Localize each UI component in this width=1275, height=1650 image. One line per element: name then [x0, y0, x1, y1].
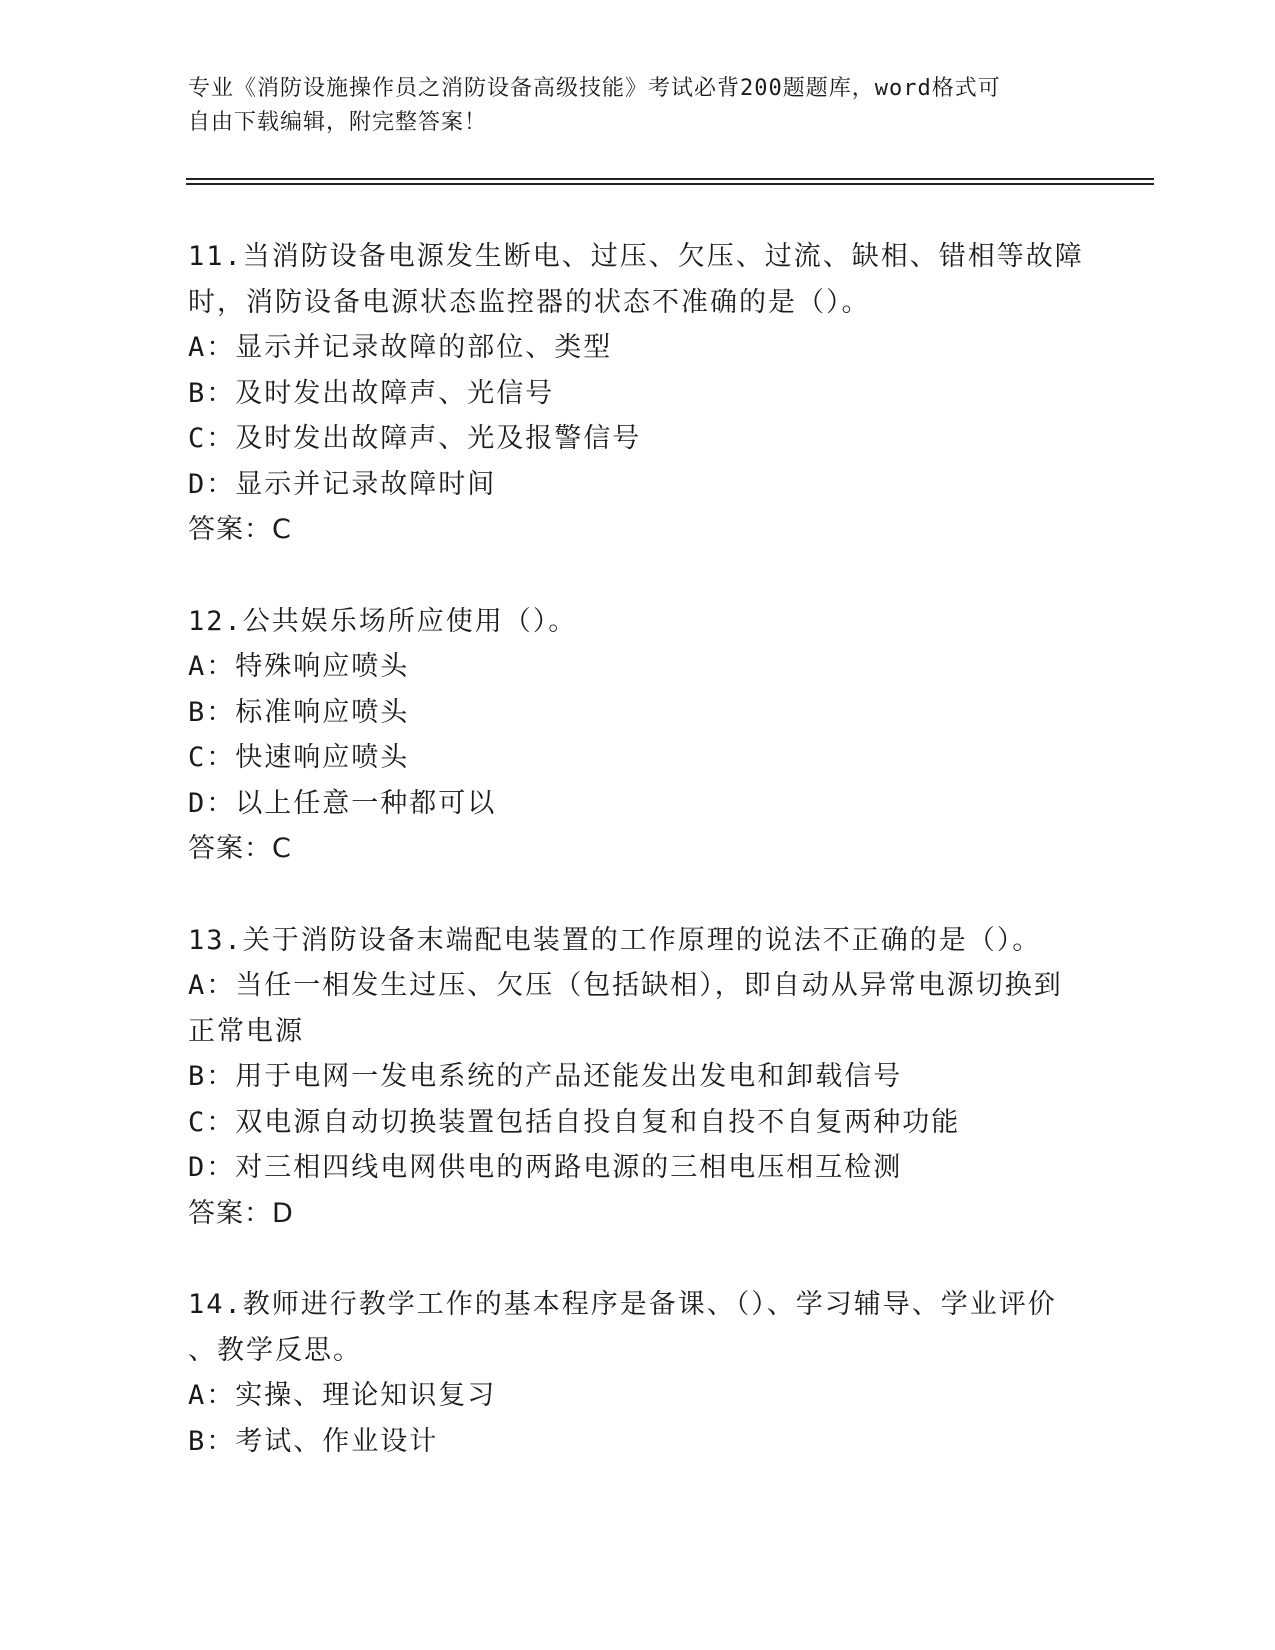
option-c: C：快速响应喷头	[188, 742, 410, 773]
question-text: 13.关于消防设备末端配电装置的工作原理的说法不正确的是（）。	[188, 924, 1042, 956]
header-line-1: 专业《消防设施操作员之消防设备高级技能》考试必背200题题库，word格式可	[188, 76, 1001, 101]
header-divider-top	[186, 178, 1154, 180]
option-b: B：标准响应喷头	[188, 696, 410, 728]
answer: 答案：D	[188, 1197, 294, 1229]
answer: 答案：C	[188, 514, 292, 545]
answer: 答案：C	[188, 833, 292, 864]
option-a: A：实操、理论知识复习	[188, 1380, 497, 1411]
header-divider-bottom	[186, 183, 1154, 185]
question-text: 11.当消防设备电源发生断电、过压、欠压、过流、缺相、错相等故障	[188, 241, 1084, 272]
option-d: D：以上任意一种都可以	[188, 787, 497, 819]
question-text: 、教学反思。	[188, 1334, 362, 1366]
option-d: D：显示并记录故障时间	[188, 468, 497, 500]
option-c: C：及时发出故障声、光及报警信号	[188, 423, 642, 454]
option-a: A：显示并记录故障的部位、类型	[188, 332, 613, 363]
option-b: B：用于电网一发电系统的产品还能发出发电和卸载信号	[188, 1061, 903, 1092]
question-list	[188, 234, 1088, 1510]
option-a: A：当任一相发生过压、欠压（包括缺相），即自动从异常电源切换到	[188, 970, 1063, 1001]
header-line-2: 自由下载编辑，附完整答案！	[188, 110, 488, 135]
question-11	[188, 234, 1088, 553]
option-c: C：双电源自动切换装置包括自投自复和自投不自复两种功能	[188, 1106, 961, 1138]
option-b: B：考试、作业设计	[188, 1425, 439, 1457]
question-text: 12.公共娱乐场所应使用（）。	[188, 605, 578, 637]
document-header	[188, 72, 1068, 140]
question-14	[188, 1282, 1088, 1464]
question-text: 时，消防设备电源状态监控器的状态不准确的是（）。	[188, 286, 871, 318]
question-text: 14.教师进行教学工作的基本程序是备课、（）、学习辅导、学业评价	[188, 1289, 1057, 1320]
question-12	[188, 599, 1088, 872]
option-d: D：对三相四线电网供电的两路电源的三相电压相互检测	[188, 1152, 903, 1183]
question-13	[188, 918, 1088, 1237]
option-b: B：及时发出故障声、光信号	[188, 377, 555, 409]
option-a-continued: 正常电源	[188, 1015, 304, 1047]
option-a: A：特殊响应喷头	[188, 651, 410, 682]
